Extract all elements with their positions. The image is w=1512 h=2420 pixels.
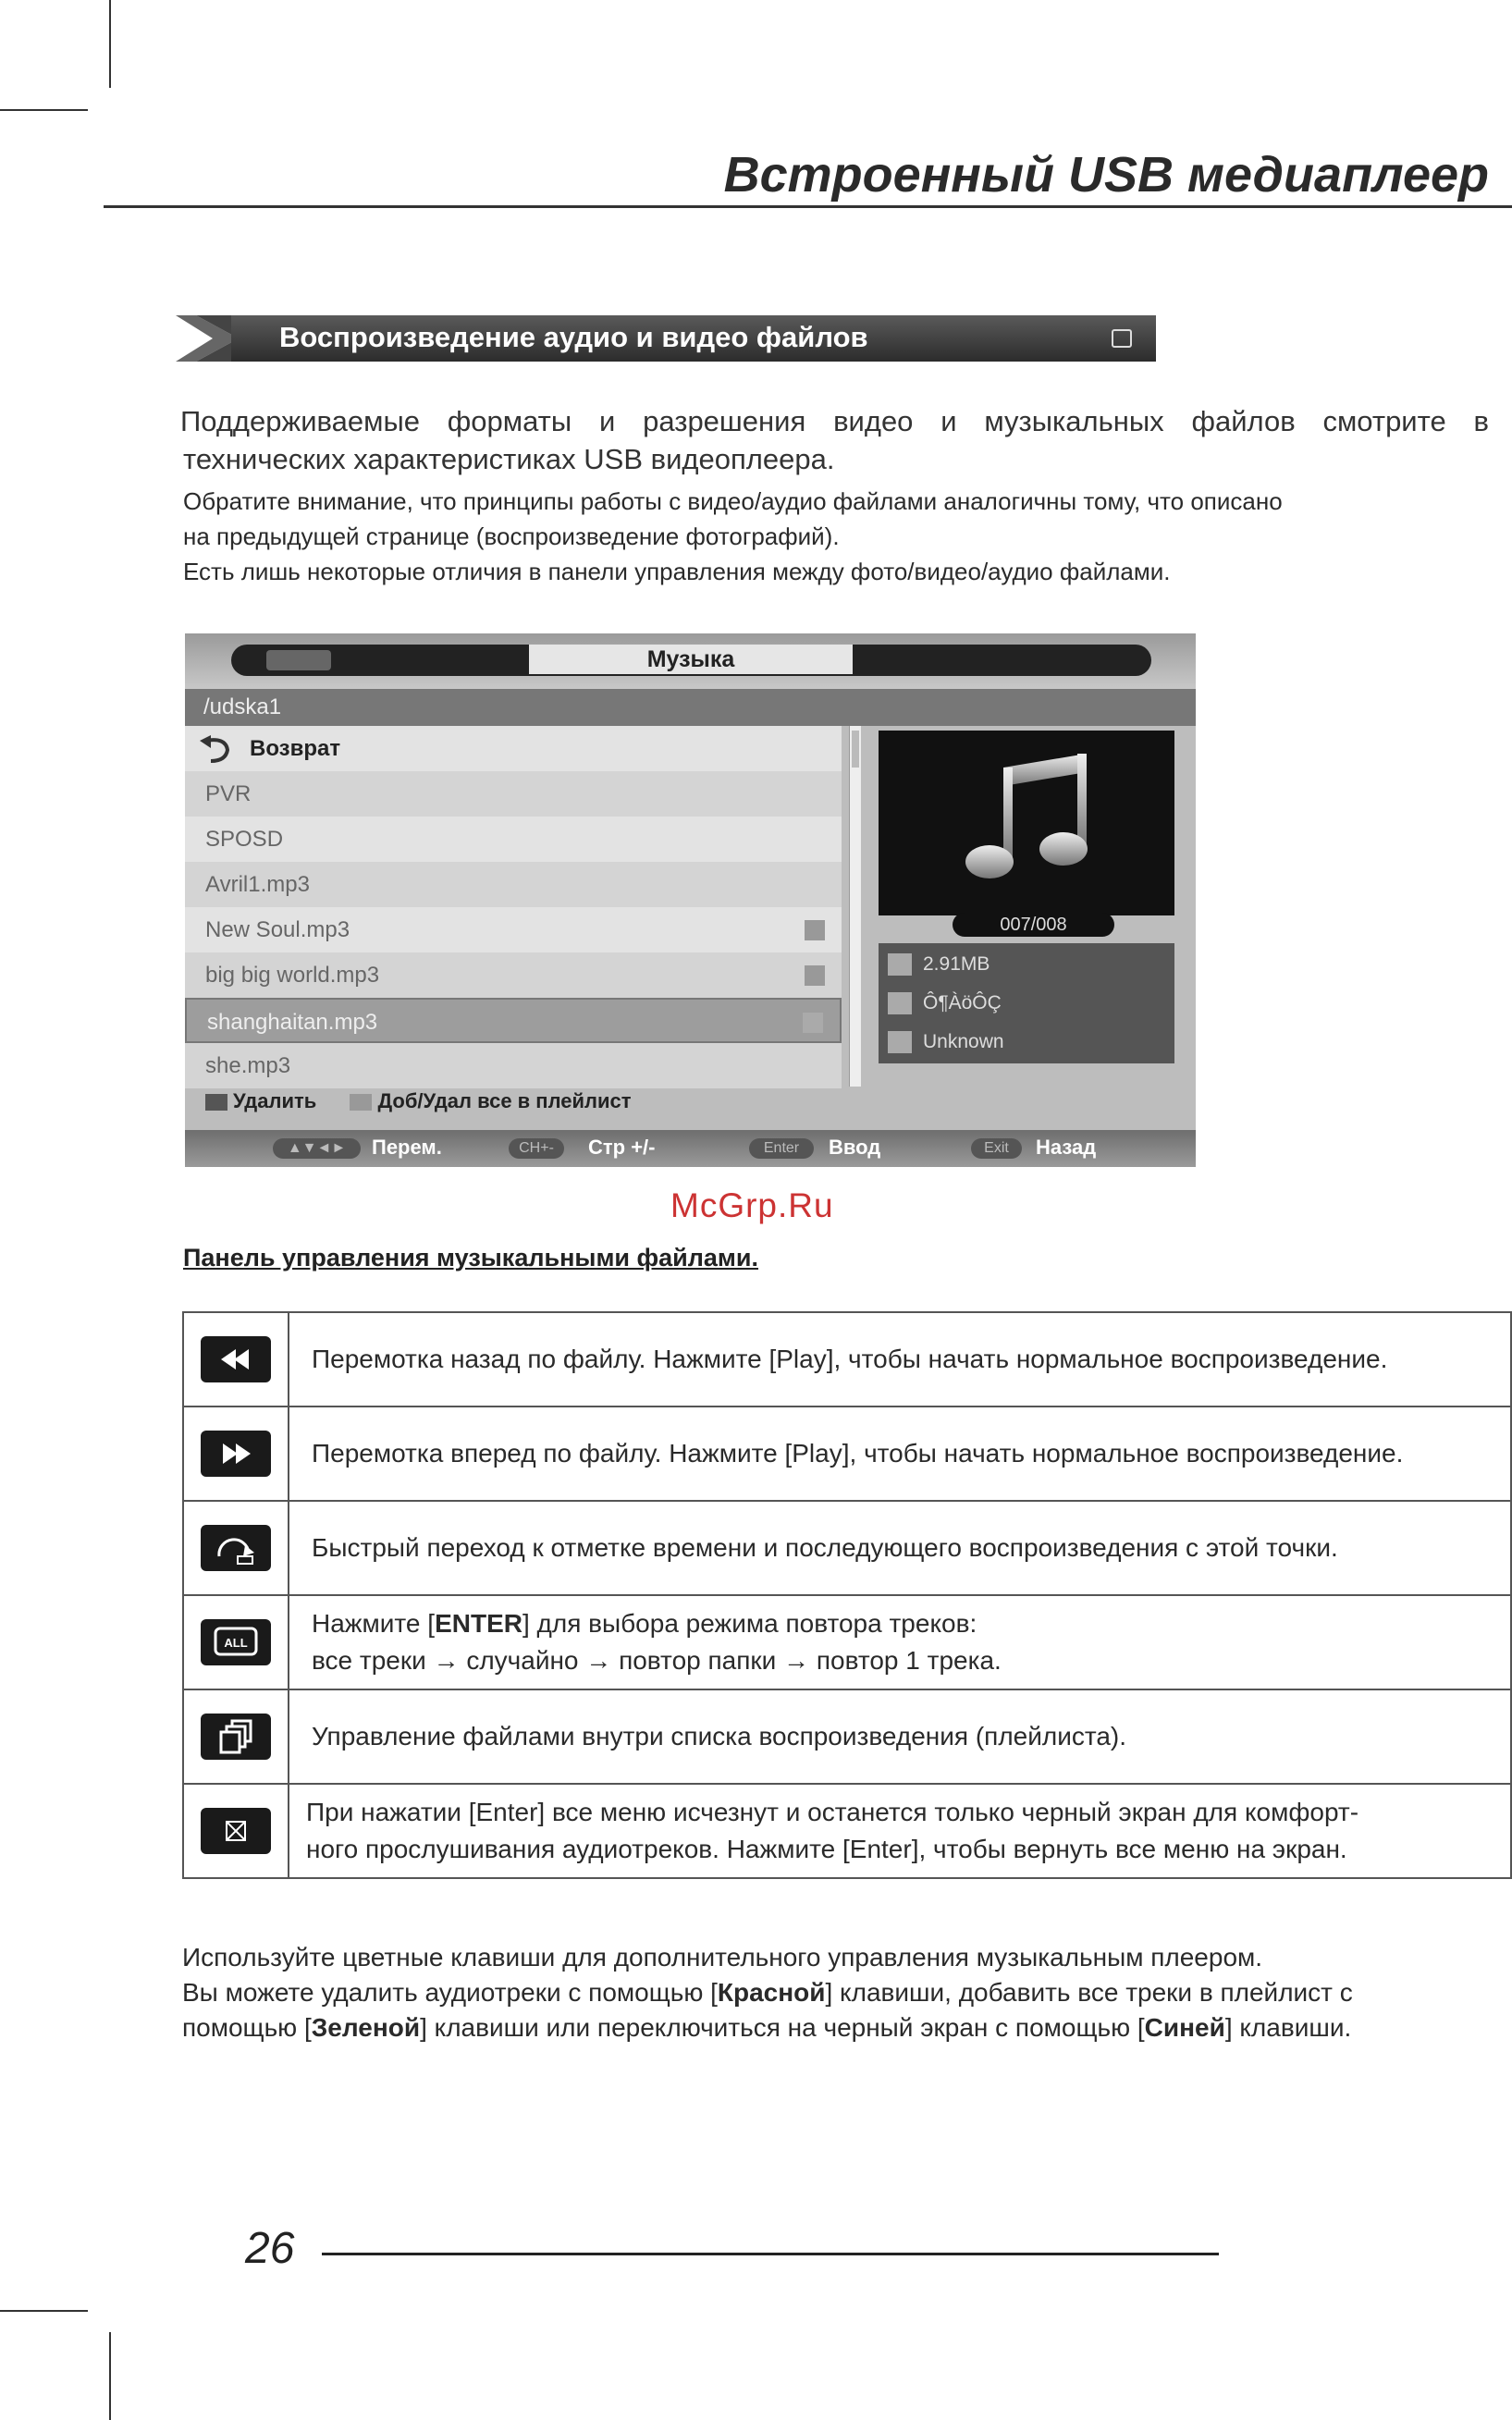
crop-mark xyxy=(109,2332,111,2420)
enter-key: Enter xyxy=(749,1138,814,1159)
nav-key: ▲▼◄► xyxy=(273,1138,361,1159)
folder-path: /udska1 xyxy=(185,689,1196,726)
playlist-icon xyxy=(201,1714,271,1760)
svg-text:ALL: ALL xyxy=(224,1636,248,1650)
control-description: Перемотка назад по файлу. Нажмите [Play], чтобы начать нормальное воспроизведение. xyxy=(289,1312,1511,1407)
info-album: Unknown xyxy=(923,1031,1004,1052)
exit-key: Exit xyxy=(971,1138,1022,1159)
control-description: Быстрый переход к отметке времени и последующего воспроизведения с этой точки. xyxy=(289,1501,1511,1595)
file-size-icon xyxy=(888,953,912,976)
header-rule xyxy=(104,205,1512,208)
note-line-3: Есть лишь некоторые отличия в панели управления между фото/видео/аудио файлами. xyxy=(183,558,1171,585)
exit-key-label: Назад xyxy=(1036,1136,1097,1159)
watermark: McGrp.Ru xyxy=(670,1186,834,1224)
list-icon xyxy=(266,650,331,670)
music-note-icon xyxy=(879,731,1174,915)
info-artist: Ô¶ÀöÔÇ xyxy=(923,992,1002,1013)
goto-time-icon xyxy=(201,1525,271,1571)
list-item-label: big big world.mp3 xyxy=(205,963,380,988)
color-key-legend xyxy=(205,1089,632,1113)
channel-key-label: Стр +/- xyxy=(588,1136,656,1159)
legend-green-label: Доб/Удал все в плейлист xyxy=(377,1089,632,1112)
controls-table xyxy=(182,1311,1512,1879)
control-description: Управление файлами внутри списка воспроизведения (плейлиста). xyxy=(289,1689,1511,1784)
black-screen-icon xyxy=(201,1808,271,1854)
album-icon xyxy=(888,1031,912,1053)
controls-caption: Панель управления музыкальными файлами. xyxy=(183,1244,759,1271)
artist-icon xyxy=(888,992,912,1014)
section-heading-bar xyxy=(176,315,1156,362)
back-arrow-icon xyxy=(198,735,235,763)
playlist-mark-icon xyxy=(805,965,825,986)
crop-mark xyxy=(0,109,88,111)
footer-line-1: Используйте цветные клавиши для дополнительного управления музыкальным плеером. xyxy=(182,1943,1263,1972)
track-info-panel xyxy=(879,943,1174,1063)
key-hint-bar xyxy=(185,1130,1196,1167)
album-art xyxy=(879,731,1174,915)
player-title: Музыка xyxy=(529,645,853,674)
page-header-title: Встроенный USB медиаплеер xyxy=(723,147,1489,203)
file-list xyxy=(185,726,849,1087)
list-item-selected[interactable] xyxy=(185,998,842,1043)
list-item[interactable] xyxy=(185,862,842,907)
list-item[interactable] xyxy=(185,817,842,862)
playlist-mark-icon xyxy=(803,1013,823,1033)
player-top-bar xyxy=(185,633,1196,689)
table-row xyxy=(183,1501,1511,1595)
list-item[interactable] xyxy=(185,771,842,817)
track-counter: 007/008 xyxy=(953,913,1114,937)
intro-line-2: технических характеристиках USB видеоплеера. xyxy=(183,443,835,475)
note-line-1: Обратите внимание, что принципы работы с видео/аудио файлами аналогичны тому, что описано xyxy=(183,487,1283,515)
footer-rule xyxy=(322,2253,1219,2255)
list-item-back[interactable] xyxy=(185,726,842,771)
table-row xyxy=(183,1312,1511,1407)
footer-line-2: Вы можете удалить аудиотреки с помощью [Красной] клавиши, добавить все треки в плейлист с xyxy=(182,1978,1353,2007)
control-description: Перемотка вперед по файлу. Нажмите [Play], чтобы начать нормальное воспроизведение. xyxy=(289,1407,1511,1501)
scrollbar-thumb[interactable] xyxy=(852,731,859,768)
info-size: 2.91MB xyxy=(923,953,990,975)
footer-line-3: помощью [Зеленой] клавиши или переключиться на черный экран с помощью [Синей] клавиши. xyxy=(182,2013,1352,2042)
list-item-label: New Soul.mp3 xyxy=(205,917,350,942)
crop-mark xyxy=(109,0,111,88)
intro-line-1: Поддерживаемые форматы и разрешения видео и музыкальных файлов смотрите в xyxy=(180,405,1489,437)
table-row xyxy=(183,1784,1511,1878)
fast-forward-icon xyxy=(201,1431,271,1477)
list-item[interactable] xyxy=(185,1043,842,1088)
control-description: При нажатии [Enter] все меню исчезнут и останется только черный экран для комфорт- ного прослушивания аудиотреков. Нажмите [Enter], чтобы вернуть все меню на экран. xyxy=(289,1784,1511,1878)
enter-key-label: Ввод xyxy=(829,1136,881,1159)
list-item-label: she.mp3 xyxy=(205,1053,291,1078)
repeat-all-icon xyxy=(201,1619,271,1665)
list-item-label: Avril1.mp3 xyxy=(205,872,310,897)
crop-mark xyxy=(0,2310,88,2312)
green-key-swatch xyxy=(350,1094,372,1111)
square-icon xyxy=(1112,329,1132,348)
playlist-mark-icon xyxy=(805,920,825,940)
channel-key: CH+- xyxy=(509,1138,564,1159)
list-item-label: SPOSD xyxy=(205,827,284,852)
list-item[interactable] xyxy=(185,907,842,952)
list-item-label: shanghaitan.mp3 xyxy=(207,1010,378,1035)
rewind-icon xyxy=(201,1336,271,1382)
section-title: Воспроизведение аудио и видео файлов xyxy=(279,321,868,353)
table-row xyxy=(183,1595,1511,1689)
page-number: 26 xyxy=(245,2224,295,2273)
list-item-label: PVR xyxy=(205,781,252,806)
music-player-screenshot xyxy=(185,633,1196,1167)
note-line-2: на предыдущей странице (воспроизведение фотографий). xyxy=(183,522,840,550)
nav-key-label: Перем. xyxy=(372,1136,442,1159)
list-item-label: Возврат xyxy=(250,736,341,761)
list-scrollbar[interactable] xyxy=(849,726,861,1087)
list-item[interactable] xyxy=(185,952,842,998)
table-row xyxy=(183,1689,1511,1784)
legend-red-label: Удалить xyxy=(233,1089,317,1112)
control-description: Нажмите [ENTER] для выбора режима повтора треков: все треки → случайно → повтор папки → повтор 1 трека. xyxy=(289,1595,1511,1689)
red-key-swatch xyxy=(205,1094,227,1111)
table-row xyxy=(183,1407,1511,1501)
